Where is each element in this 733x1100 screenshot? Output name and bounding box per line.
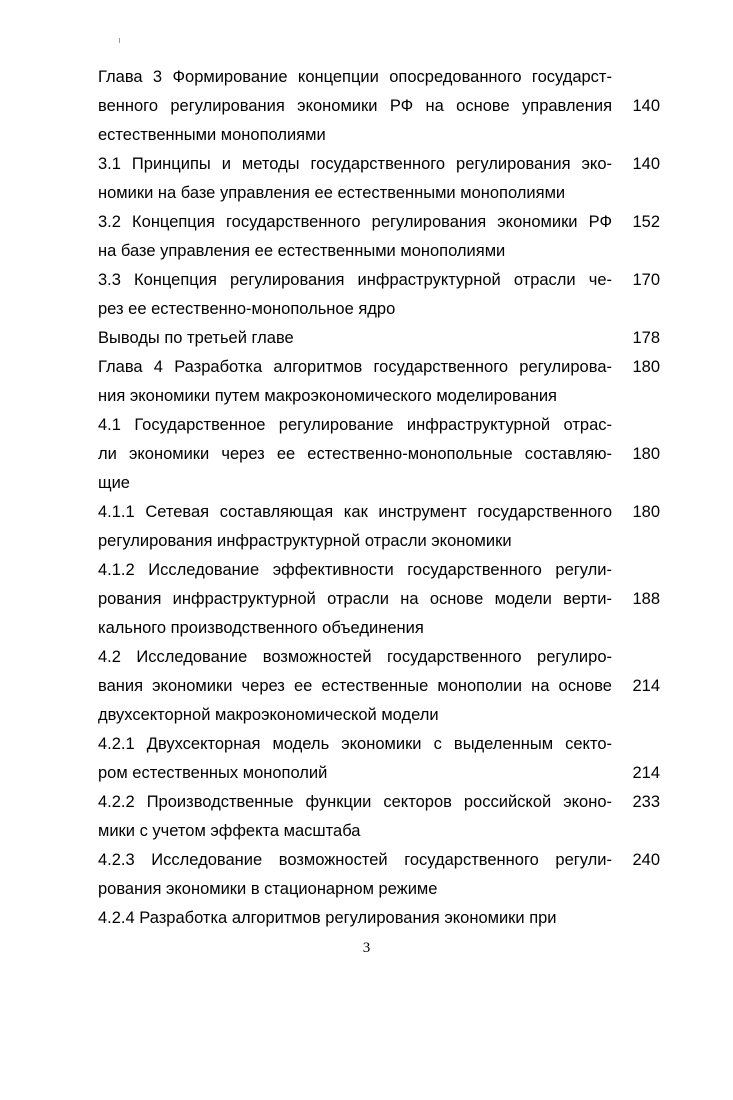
page-number: 3 xyxy=(362,940,371,956)
toc-entry-page: 170 xyxy=(632,271,660,289)
toc-entry xyxy=(98,208,660,266)
toc-entry-title xyxy=(98,498,612,556)
toc-entry xyxy=(98,846,660,904)
toc-entry-line: ли экономики через ее естественно-монопольные составляю- xyxy=(98,445,612,463)
toc-entry-title xyxy=(98,788,612,846)
toc-entry-page: 214 xyxy=(632,677,660,695)
toc-entry-title xyxy=(98,643,612,730)
toc-entry-page: 180 xyxy=(632,445,660,463)
toc-entry-line: 3.1 Принципы и методы государственного регулирования эко- xyxy=(98,155,612,173)
toc-entry xyxy=(98,150,660,208)
toc-entry-line: Выводы по третьей главе xyxy=(98,329,294,347)
toc-entry-title xyxy=(98,63,612,150)
toc-entry-title xyxy=(98,324,612,353)
toc-entry-title xyxy=(98,556,612,643)
toc-entry-title xyxy=(98,846,612,904)
toc-entry-title xyxy=(98,150,612,208)
toc-entry-title xyxy=(98,730,612,788)
toc-entry-page: 240 xyxy=(632,851,660,869)
toc-entry-line: 4.2.3 Исследование возможностей государственного регули- xyxy=(98,851,612,869)
toc-entry xyxy=(98,498,660,556)
toc-entry-line: кального производственного объединения xyxy=(98,619,424,637)
toc-entry-line: двухсекторной макроэкономической модели xyxy=(98,706,439,724)
toc-entry xyxy=(98,556,660,643)
toc-entry-line: 4.2.1 Двухсекторная модель экономики с выделенным секто- xyxy=(98,735,612,753)
toc-entry-line: номики на базе управления ее естественными монополиями xyxy=(98,184,566,202)
toc-entry-line: рез ее естественно-монопольное ядро xyxy=(98,300,396,318)
toc-entry-page: 214 xyxy=(632,764,660,782)
toc-entry-page: 140 xyxy=(632,155,660,173)
toc-entry-line: рования экономики в стационарном режиме xyxy=(98,880,438,898)
toc-entry-page: 180 xyxy=(632,503,660,521)
toc-entry-title xyxy=(98,904,612,933)
toc-entry-line: естественными монополиями xyxy=(98,126,326,144)
toc-entry xyxy=(98,788,660,846)
toc-entry xyxy=(98,904,660,933)
toc-entry-line: на базе управления ее естественными монополиями xyxy=(98,242,506,260)
toc-entry-line: 4.2 Исследование возможностей государственного регулиро- xyxy=(98,648,612,666)
toc-entry-line: щие xyxy=(98,474,130,492)
toc-entry-title xyxy=(98,411,612,498)
toc-entry-line: мики с учетом эффекта масштаба xyxy=(98,822,361,840)
toc-entry-page: 188 xyxy=(632,590,660,608)
toc-entry xyxy=(98,730,660,788)
toc-entry-line: 4.1.2 Исследование эффективности государственного регули- xyxy=(98,561,612,579)
toc-entry-line: ния экономики путем макроэкономического моделирования xyxy=(98,387,557,405)
toc-entry-line: вания экономики через ее естественные монополии на основе xyxy=(98,677,612,695)
toc-entry-title xyxy=(98,353,612,411)
toc-entry-line: 4.1.1 Сетевая составляющая как инструмент государственного xyxy=(98,503,612,521)
toc-entry-line: 4.2.4 Разработка алгоритмов регулирования экономики при xyxy=(98,909,557,927)
toc-entry-line: рования инфраструктурной отрасли на основе модели верти- xyxy=(98,590,612,608)
table-of-contents xyxy=(98,63,660,933)
toc-entry-line: 3.3 Концепция регулирования инфраструктурной отрасли че- xyxy=(98,271,612,289)
toc-entry-page: 178 xyxy=(632,329,660,347)
toc-entry xyxy=(98,411,660,498)
toc-entry-line: венного регулирования экономики РФ на основе управления xyxy=(98,97,612,115)
toc-entry-line: регулирования инфраструктурной отрасли экономики xyxy=(98,532,512,550)
toc-entry-title xyxy=(98,208,612,266)
toc-entry xyxy=(98,324,660,353)
toc-entry-page: 152 xyxy=(632,213,660,231)
scan-mark xyxy=(119,38,120,43)
toc-entry-page: 140 xyxy=(632,97,660,115)
toc-entry xyxy=(98,643,660,730)
toc-entry xyxy=(98,266,660,324)
toc-entry-line: 3.2 Концепция государственного регулирования экономики РФ xyxy=(98,213,612,231)
toc-entry-line: ром естественных монополий xyxy=(98,764,328,782)
toc-entry-line: 4.2.2 Производственные функции секторов российской эконо- xyxy=(98,793,612,811)
toc-entry-page: 233 xyxy=(632,793,660,811)
toc-entry-title xyxy=(98,266,612,324)
toc-entry xyxy=(98,63,660,150)
toc-entry-line: Глава 4 Разработка алгоритмов государственного регулирова- xyxy=(98,358,612,376)
toc-entry xyxy=(98,353,660,411)
toc-entry-line: 4.1 Государственное регулирование инфраструктурной отрас- xyxy=(98,416,612,434)
toc-entry-line: Глава 3 Формирование концепции опосредованного государст- xyxy=(98,68,612,86)
toc-entry-page: 180 xyxy=(632,358,660,376)
